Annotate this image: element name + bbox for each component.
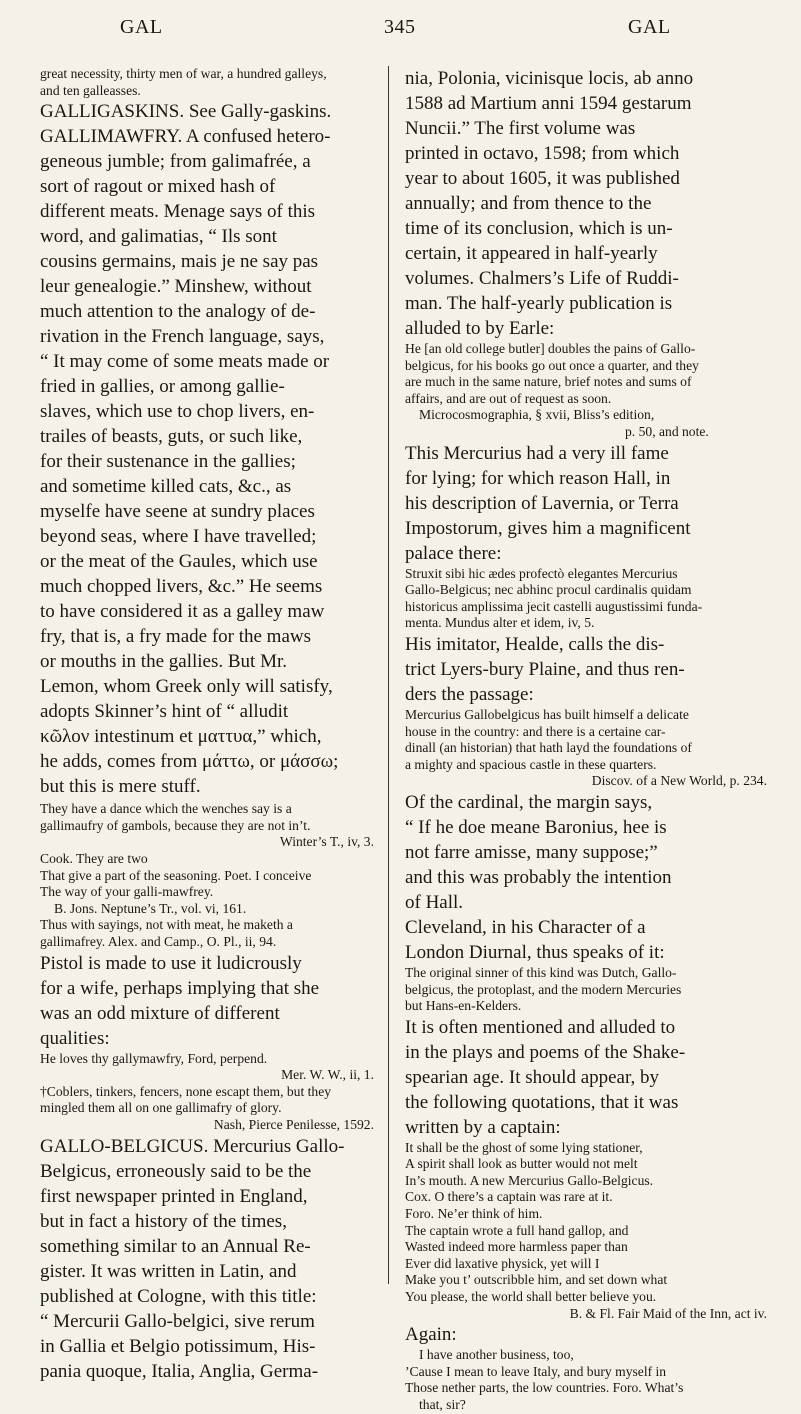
body-line: or the meat of the Gaules, which use bbox=[40, 551, 318, 573]
quotation-line: Microcosmographia, § xvii, Bliss’s edition, bbox=[419, 407, 655, 423]
body-line: Of the cardinal, the margin says, bbox=[405, 791, 653, 813]
quotation-line: You please, the world shall better believe you. bbox=[405, 1289, 657, 1305]
body-line: slaves, which use to chop livers, en- bbox=[40, 401, 315, 423]
quotation-line: He [an old college butler] doubles the pains of Gallo- bbox=[405, 341, 696, 356]
quotation-line: Those nether parts, the low countries. Foro. What’s bbox=[405, 1380, 684, 1396]
body-line: in Gallia et Belgio potissimum, His- bbox=[40, 1335, 316, 1357]
quotation-line: p. 50, and note. bbox=[625, 423, 709, 439]
body-line: Nuncii.” The first volume was bbox=[405, 118, 636, 139]
body-line: rivation in the French language, says, bbox=[40, 326, 325, 348]
quotation-line: mingled them all on one gallimafry of glory. bbox=[40, 1100, 282, 1116]
body-line: alluded to by Earle: bbox=[405, 318, 555, 339]
body-line: man. The half-yearly publication is bbox=[405, 293, 673, 314]
body-line: fry, that is, a fry made for the maws bbox=[40, 626, 312, 648]
quotation-line: In’s mouth. A new Mercurius Gallo-Belgicus. bbox=[405, 1172, 654, 1188]
quotation-line: but Hans-en-Kelders. bbox=[405, 998, 522, 1014]
header-right-word: GAL bbox=[628, 16, 671, 38]
body-line: qualities: bbox=[40, 1027, 110, 1049]
quotation-line: Cox. O there’s a captain was rare at it. bbox=[405, 1189, 613, 1205]
quotation-line: menta. Mundus alter et idem, iv, 5. bbox=[405, 615, 595, 631]
body-line: leur genealogie.” Minshew, without bbox=[40, 276, 312, 298]
body-line: first newspaper printed in England, bbox=[40, 1185, 308, 1207]
quotation-line: Mer. W. W., ii, 1. bbox=[281, 1067, 374, 1083]
body-line: and sometime killed cats, &c., as bbox=[40, 476, 292, 498]
right-column bbox=[405, 66, 767, 1412]
column-divider bbox=[388, 66, 389, 1284]
quotation-line: house in the country: and there is a certaine car- bbox=[405, 723, 666, 739]
quotation-line: He loves thy gallymawfry, Ford, perpend. bbox=[40, 1050, 268, 1066]
quotation-line: gallimaufry of gambols, because they are not in’t. bbox=[40, 817, 311, 833]
body-line: annually; and from thence to the bbox=[405, 193, 652, 214]
body-line: his description of Lavernia, or Terra bbox=[405, 492, 679, 514]
body-line: His imitator, Healde, calls the dis- bbox=[405, 633, 665, 655]
body-line: volumes. Chalmers’s Life of Ruddi- bbox=[405, 268, 679, 289]
quotation-line: Struxit sibi hic ædes profectò elegantes Mercurius bbox=[405, 565, 678, 581]
body-line: time of its conclusion, which is un- bbox=[405, 218, 673, 239]
body-line: much attention to the analogy of de- bbox=[40, 301, 316, 323]
body-line: was an odd mixture of different bbox=[40, 1002, 280, 1024]
quotation-line: historicus amplissima jecit castelli augustissimi funda- bbox=[405, 598, 703, 614]
body-line: spearian age. It should appear, by bbox=[405, 1066, 660, 1088]
body-line: something similar to an Annual Re- bbox=[40, 1235, 311, 1257]
quotation-line: belgicus, for his books go out once a quarter, and they bbox=[405, 357, 699, 373]
body-line: for lying; for which reason Hall, in bbox=[405, 467, 671, 489]
header-left-word: GAL bbox=[120, 16, 163, 38]
quotation-line: dinall (an historian) that hath layd the foundations of bbox=[405, 740, 692, 756]
body-line: palace there: bbox=[405, 542, 502, 564]
left-column bbox=[40, 66, 374, 1382]
body-line: Impostorum, gives him a magnificent bbox=[405, 517, 691, 539]
body-line: for their sustenance in the gallies; bbox=[40, 451, 296, 473]
body-line: Pistol is made to use it ludicrously bbox=[40, 952, 302, 974]
body-line: trict Lyers-bury Plaine, and thus ren- bbox=[405, 658, 685, 680]
quotation-line: A spirit shall look as butter would not melt bbox=[405, 1156, 638, 1172]
body-line: not farre amisse, many suppose;” bbox=[405, 841, 658, 863]
body-line: Belgicus, erroneously said to be the bbox=[40, 1160, 312, 1182]
quotation-line: Cook. They are two bbox=[40, 850, 148, 866]
body-line: different meats. Menage says of this bbox=[40, 201, 316, 223]
quotation-line: Nash, Pierce Penilesse, 1592. bbox=[213, 1116, 374, 1132]
quotation-line: and ten galleasses. bbox=[40, 82, 141, 98]
body-line: GALLIGASKINS. See Gally-gaskins. bbox=[40, 101, 332, 123]
quotation-line: affairs, and are out of request as soon. bbox=[405, 390, 612, 406]
body-line: adopts Skinner’s hint of “ alludit bbox=[40, 701, 289, 723]
quotation-line: Gallo-Belgicus; nec abhinc procul cardinalis quidam bbox=[405, 582, 692, 598]
body-line: “ If he doe meane Baronius, hee is bbox=[405, 816, 667, 838]
quotation-line: B. & Fl. Fair Maid of the Inn, act iv. bbox=[569, 1305, 767, 1321]
quotation-line: The original sinner of this kind was Dutch, Gallo- bbox=[405, 964, 677, 980]
body-line: ders the passage: bbox=[405, 683, 534, 705]
body-line: or mouths in the gallies. But Mr. bbox=[40, 651, 287, 673]
body-line: of Hall. bbox=[405, 891, 464, 913]
quotation-line: that, sir? bbox=[419, 1397, 466, 1412]
quotation-line: Thus with sayings, not with meat, he maketh a bbox=[40, 917, 293, 933]
quotation-line: great necessity, thirty men of war, a hundred galleys, bbox=[40, 66, 327, 81]
body-line: GALLO-BELGICUS. Mercurius Gallo- bbox=[40, 1135, 345, 1157]
quotation-line: belgicus, the protoplast, and the modern Mercuries bbox=[405, 981, 682, 997]
body-line: This Mercurius had a very ill fame bbox=[405, 442, 669, 464]
quotation-line: Wasted indeed more harmless paper than bbox=[405, 1239, 628, 1255]
body-line: beyond seas, where I have travelled; bbox=[40, 526, 317, 548]
body-line: pania quoque, Italia, Anglia, Germa- bbox=[40, 1360, 319, 1382]
body-line: κῶλον intestinum et ματτυα,” which, bbox=[40, 726, 322, 748]
quotation-line: Mercurius Gallobelgicus has built himself a delicate bbox=[405, 706, 689, 722]
body-line: London Diurnal, thus speaks of it: bbox=[405, 941, 665, 963]
quotation-line: Foro. Ne’er think of him. bbox=[405, 1206, 543, 1222]
body-line: geneous jumble; from galimafrée, a bbox=[40, 151, 311, 173]
quotation-line: They have a dance which the wenches say is a bbox=[40, 801, 292, 817]
quotation-line: Make you t’ outscribble him, and set down what bbox=[405, 1272, 668, 1288]
body-line: year to about 1605, it was published bbox=[405, 168, 680, 189]
quotation-line: I have another business, too, bbox=[419, 1347, 574, 1363]
body-line: printed in octavo, 1598; from which bbox=[405, 143, 680, 164]
body-line: but this is mere stuff. bbox=[40, 776, 201, 798]
quotation-line: That give a part of the seasoning. Poet. I conceive bbox=[40, 867, 312, 883]
body-line: cousins germains, mais je ne say pas bbox=[40, 251, 319, 273]
body-line: gister. It was written in Latin, and bbox=[40, 1260, 297, 1282]
body-line: nia, Polonia, vicinisque locis, ab anno bbox=[405, 68, 694, 89]
body-line: much chopped livers, &c.” He seems bbox=[40, 576, 323, 598]
body-line: for a wife, perhaps implying that she bbox=[40, 977, 320, 999]
body-line: trailes of beasts, guts, or such like, bbox=[40, 426, 303, 448]
body-line: GALLIMAWFRY. A confused hetero- bbox=[40, 126, 331, 148]
body-line: “ It may come of some meats made or bbox=[40, 351, 330, 373]
body-line: Lemon, whom Greek only will satisfy, bbox=[40, 676, 333, 698]
quotation-line: †Coblers, tinkers, fencers, none escapt them, but they bbox=[40, 1083, 332, 1099]
body-line: in the plays and poems of the Shake- bbox=[405, 1041, 686, 1063]
body-line: written by a captain: bbox=[405, 1116, 561, 1138]
body-line: the following quotations, that it was bbox=[405, 1091, 679, 1113]
quotation-line: Discov. of a New World, p. 234. bbox=[591, 773, 767, 789]
body-line: published at Cologne, with this title: bbox=[40, 1285, 317, 1307]
quotation-line: The way of your galli-mawfrey. bbox=[40, 884, 214, 900]
quotation-line: a mighty and spacious castle in these quarters. bbox=[405, 756, 657, 772]
body-line: sort of ragout or mixed hash of bbox=[40, 176, 276, 198]
body-line: to have considered it as a galley maw bbox=[40, 601, 325, 623]
body-line: but in fact a history of the times, bbox=[40, 1210, 287, 1232]
quotation-line: Ever did laxative physick, yet will I bbox=[405, 1255, 600, 1271]
body-line: and this was probably the intention bbox=[405, 866, 672, 888]
body-line: he adds, comes from μάττω, or μάσσω; bbox=[40, 751, 339, 773]
quotation-line: B. Jons. Neptune’s Tr., vol. vi, 161. bbox=[54, 900, 247, 916]
quotation-line: ’Cause I mean to leave Italy, and bury myself in bbox=[405, 1363, 667, 1379]
quotation-line: The captain wrote a full hand gallop, and bbox=[405, 1222, 629, 1238]
body-line: word, and galimatias, “ Ils sont bbox=[40, 226, 277, 248]
body-line: myselfe have seene at sundry places bbox=[40, 501, 315, 523]
page-number: 345 bbox=[384, 16, 416, 38]
body-line: “ Mercurii Gallo-belgici, sive rerum bbox=[40, 1310, 315, 1332]
body-line: Cleveland, in his Character of a bbox=[405, 916, 646, 938]
body-line: Again: bbox=[405, 1324, 457, 1346]
quotation-line: It shall be the ghost of some lying stationer, bbox=[405, 1139, 643, 1155]
body-line: certain, it appeared in half-yearly bbox=[405, 243, 658, 264]
quotation-line: Winter’s T., iv, 3. bbox=[279, 834, 374, 850]
quotation-line: are much in the same nature, brief notes and sums of bbox=[405, 374, 692, 390]
body-line: 1588 ad Martium anni 1594 gestarum bbox=[405, 93, 692, 114]
body-line: It is often mentioned and alluded to bbox=[405, 1016, 676, 1038]
body-line: fried in gallies, or among gallie- bbox=[40, 376, 285, 398]
quotation-line: gallimafrey. Alex. and Camp., O. Pl., ii, 94. bbox=[40, 933, 277, 949]
